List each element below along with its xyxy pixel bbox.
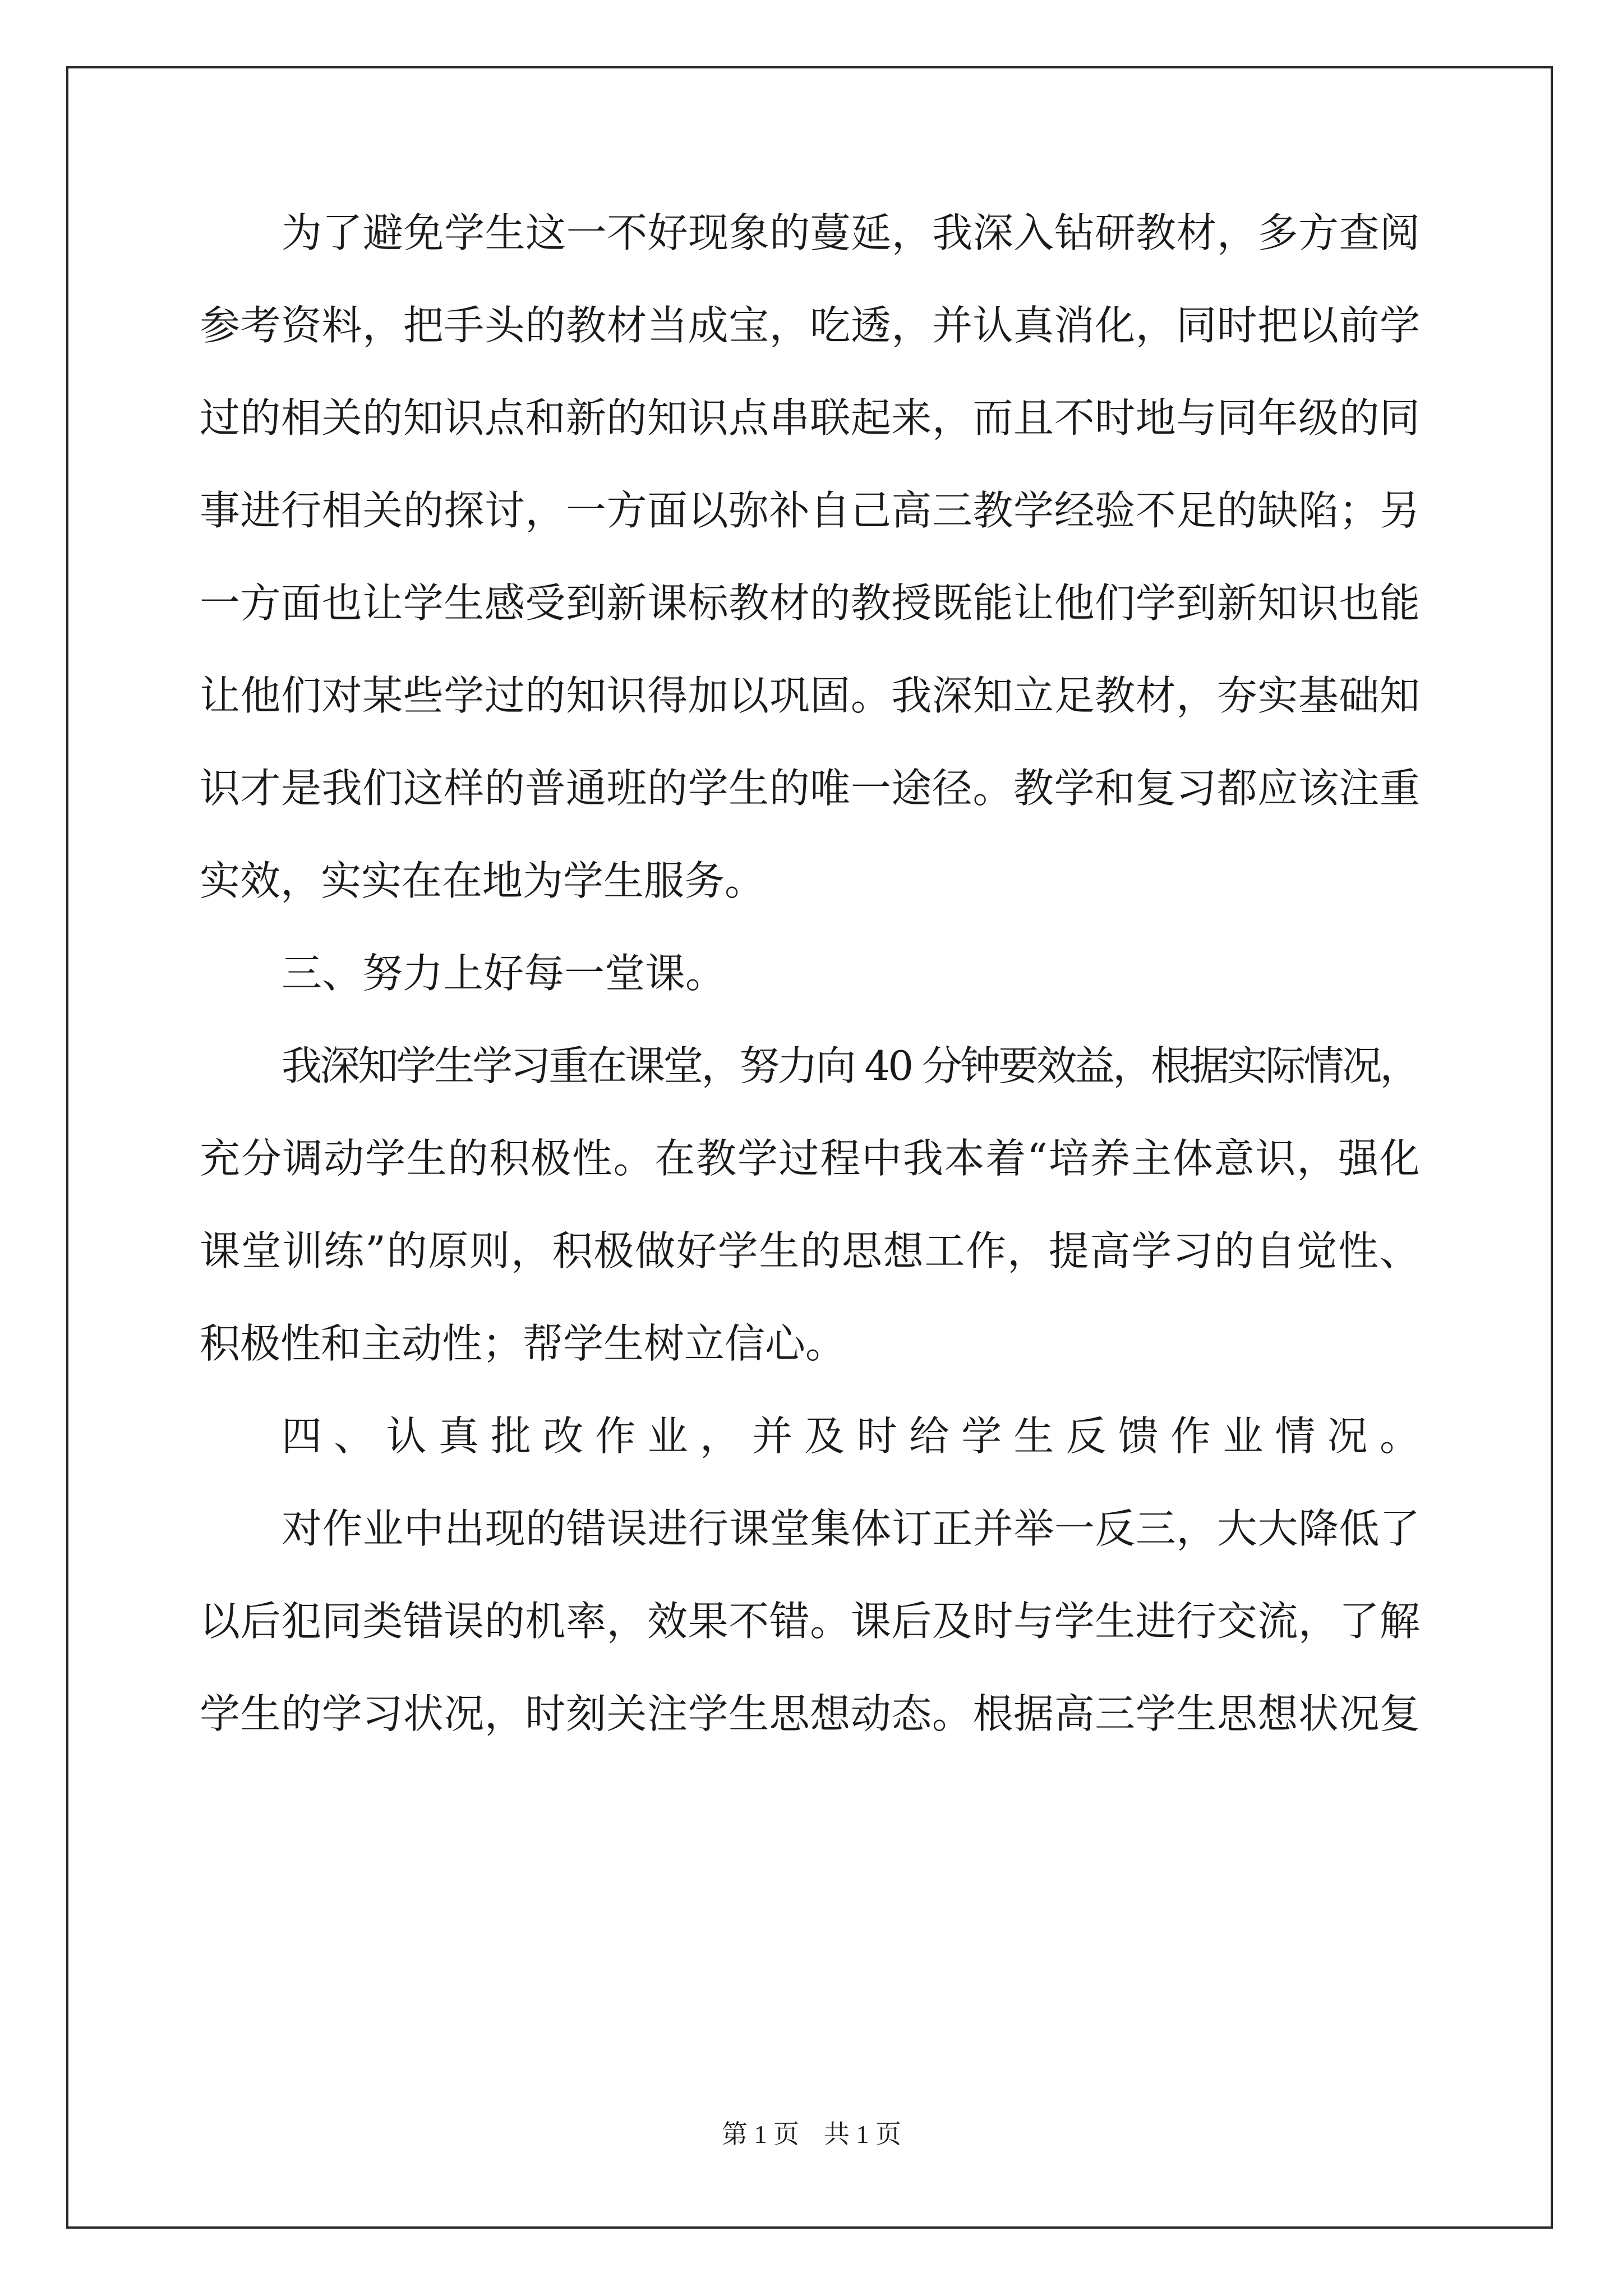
- text-line: 课堂训练”的原则，积极做好学生的思想工作，提高学习的自觉性、: [200, 1227, 1421, 1274]
- text-line: 识才是我们这样的普通班的学生的唯一途径。教学和复习都应该注重: [200, 765, 1421, 812]
- text-line: 充分调动学生的积极性。在教学过程中我本着“培养主体意识，强化: [200, 1135, 1421, 1182]
- text-line: 参考资料，把手头的教材当成宝，吃透，并认真消化，同时把以前学: [200, 302, 1421, 349]
- text-line: 以后犯同类错误的机率，效果不错。课后及时与学生进行交流，了解: [200, 1598, 1421, 1645]
- text-line: 对作业中出现的错误进行课堂集体订正并举一反三，大大降低了: [282, 1505, 1421, 1552]
- text-line: 让他们对某些学过的知识得加以巩固。我深知立足教材，夯实基础知: [200, 672, 1421, 719]
- section-heading: 三、努力上好每一堂课。: [282, 950, 726, 997]
- text-line: 事进行相关的探讨，一方面以弥补自己高三教学经验不足的缺陷；另: [200, 487, 1421, 534]
- text-line: 积极性和主动性；帮学生树立信心。: [200, 1320, 846, 1367]
- text-line: 学生的学习状况，时刻关注学生思想动态。根据高三学生思想状况复: [200, 1690, 1421, 1737]
- text-line: 一方面也让学生感受到新课标教材的教授既能让他们学到新知识也能: [200, 579, 1421, 627]
- text-line: 我深知学生学习重在课堂，努力向 40 分钟要效益，根据实际情况，: [282, 1042, 1418, 1089]
- page-footer: [0, 2118, 1623, 2151]
- text-line: 为了避免学生这一不好现象的蔓延，我深入钻研教材，多方查阅: [282, 209, 1421, 256]
- page-total: 共 1 页: [824, 2120, 901, 2148]
- section-heading: 四、认真批改作业，并及时给学生反馈作业情况。: [282, 1412, 1432, 1460]
- text-line: 过的相关的知识点和新的知识点串联起来，而且不时地与同年级的同: [200, 394, 1421, 441]
- page-number: 第 1 页: [722, 2120, 799, 2148]
- text-line: 实效，实实在在地为学生服务。: [200, 857, 766, 904]
